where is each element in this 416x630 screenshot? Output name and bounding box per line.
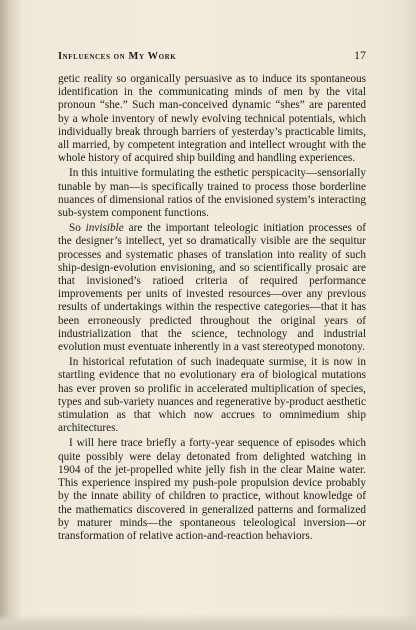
page-bottom-edge <box>0 614 416 630</box>
paragraph-4: In historical refutation of such inadequate surmise, it is now in startling evidence that no evolutionary era of biological mutations has ever proven so prolific in accelerated multiplication of species, types and sub-variety nuances and regenerative by-product aesthetic stimulation as that which now accrues to omnimedium ship architectures. <box>58 356 366 435</box>
body-text <box>58 73 366 543</box>
paragraph-2: In this intuitive formulating the esthetic perspicacity—sensorially tunable by man—is specifically trained to process those borderline nuances of dimensional ratios of the envisioned system’s interacting sub-system component functions. <box>58 167 366 220</box>
page-right-edge <box>404 0 416 630</box>
page-content <box>58 48 366 543</box>
paragraph-3-lead: So <box>69 222 86 235</box>
page-number: 17 <box>354 48 366 62</box>
paragraph-5: I will here trace briefly a forty-year sequence of episodes which quite possibly were delay detonated from delighted watching in 1904 of the jet-propelled white jelly fish in the clear Maine water. This experience inspired my push-pole propulsion device probably by the innate ability of children to practice, without knowledge of the mathematics discovered in generalized patterns and formalized by maturer minds—the spontaneous teleological inversion—or transformation of relative action-and-reaction behaviors. <box>58 437 366 542</box>
paragraph-3-rest: are the important teleologic initiation processes of the designer’s intellect, yet so dramatically visible are the sequitur processes and systematic phases of translation into reality of such ship-design-evolution envisioning, and so scientifically prosaic are that invisioned’s ratioed criteria of required performance improvements per units of invested resources—over any previous results of undertakings within the respective categories—that it has been erroneously predicted throughout the original years of industrialization that the science, technology and industrial evolution must eventuate inherently in a vast stereotyped monotony. <box>58 222 366 354</box>
paragraph-3-emphasis: invisible <box>85 222 124 235</box>
chapter-running-title: Influences on My Work <box>58 51 177 62</box>
book-gutter-shadow <box>0 0 22 630</box>
running-head <box>58 48 366 63</box>
paragraph-3 <box>58 222 366 354</box>
paragraph-1: getic reality so organically persuasive as to induce its spontaneous identification in the communicating minds of men by the vital pronoun “she.” Such man-conceived dynamic “shes” are parented by a whole inventory of newly evolving technical potentials, which individually break through barriers of yesterday’s practicable limits, all married, by competent integration and intellect wrought with the whole history of acquired ship building and handling experiences. <box>58 73 366 165</box>
